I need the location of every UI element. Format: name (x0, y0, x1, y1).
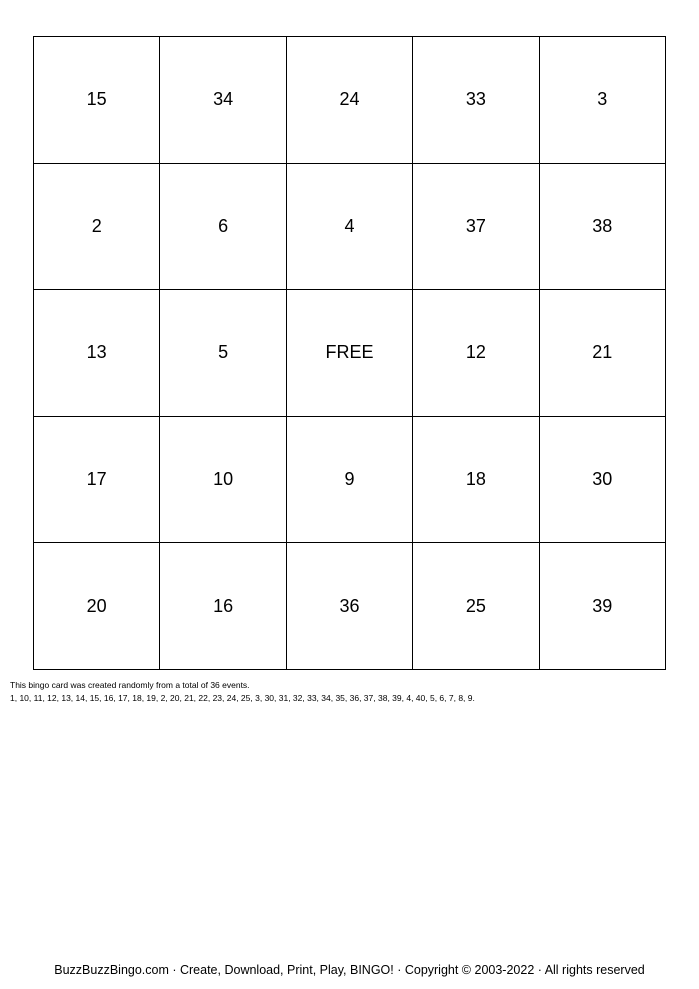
bingo-cell: 16 (160, 543, 286, 670)
bingo-card (33, 36, 666, 670)
bingo-cell: 34 (160, 37, 286, 164)
bingo-cell: 37 (413, 164, 539, 291)
bingo-cell: 21 (540, 290, 666, 417)
free-space-cell: FREE (287, 290, 413, 417)
bingo-cell: 18 (413, 417, 539, 544)
bingo-cell: 2 (34, 164, 160, 291)
bingo-cell: 25 (413, 543, 539, 670)
bingo-cell: 15 (34, 37, 160, 164)
bingo-cell: 36 (287, 543, 413, 670)
bingo-cell: 39 (540, 543, 666, 670)
bingo-cell: 24 (287, 37, 413, 164)
bingo-cell: 30 (540, 417, 666, 544)
bingo-cell: 6 (160, 164, 286, 291)
bingo-cell: 10 (160, 417, 286, 544)
events-list: 1, 10, 11, 12, 13, 14, 15, 16, 17, 18, 19, 2, 20, 21, 22, 23, 24, 25, 3, 30, 31, 32, 33, 34, 35, 36, 37, 38, 39, 4, 40, 5, 6, 7, 8, 9. (10, 693, 475, 703)
bingo-cell: 17 (34, 417, 160, 544)
bingo-cell: 9 (287, 417, 413, 544)
bingo-cell: 3 (540, 37, 666, 164)
bingo-cell: 33 (413, 37, 539, 164)
bingo-cell: 4 (287, 164, 413, 291)
page-footer: BuzzBuzzBingo.com · Create, Download, Print, Play, BINGO! · Copyright © 2003-2022 · All rights reserved (54, 963, 645, 977)
bingo-cell: 38 (540, 164, 666, 291)
bingo-cell: 20 (34, 543, 160, 670)
bingo-cell: 5 (160, 290, 286, 417)
creation-note: This bingo card was created randomly from a total of 36 events. (10, 680, 250, 690)
bingo-cell: 13 (34, 290, 160, 417)
bingo-cell: 12 (413, 290, 539, 417)
